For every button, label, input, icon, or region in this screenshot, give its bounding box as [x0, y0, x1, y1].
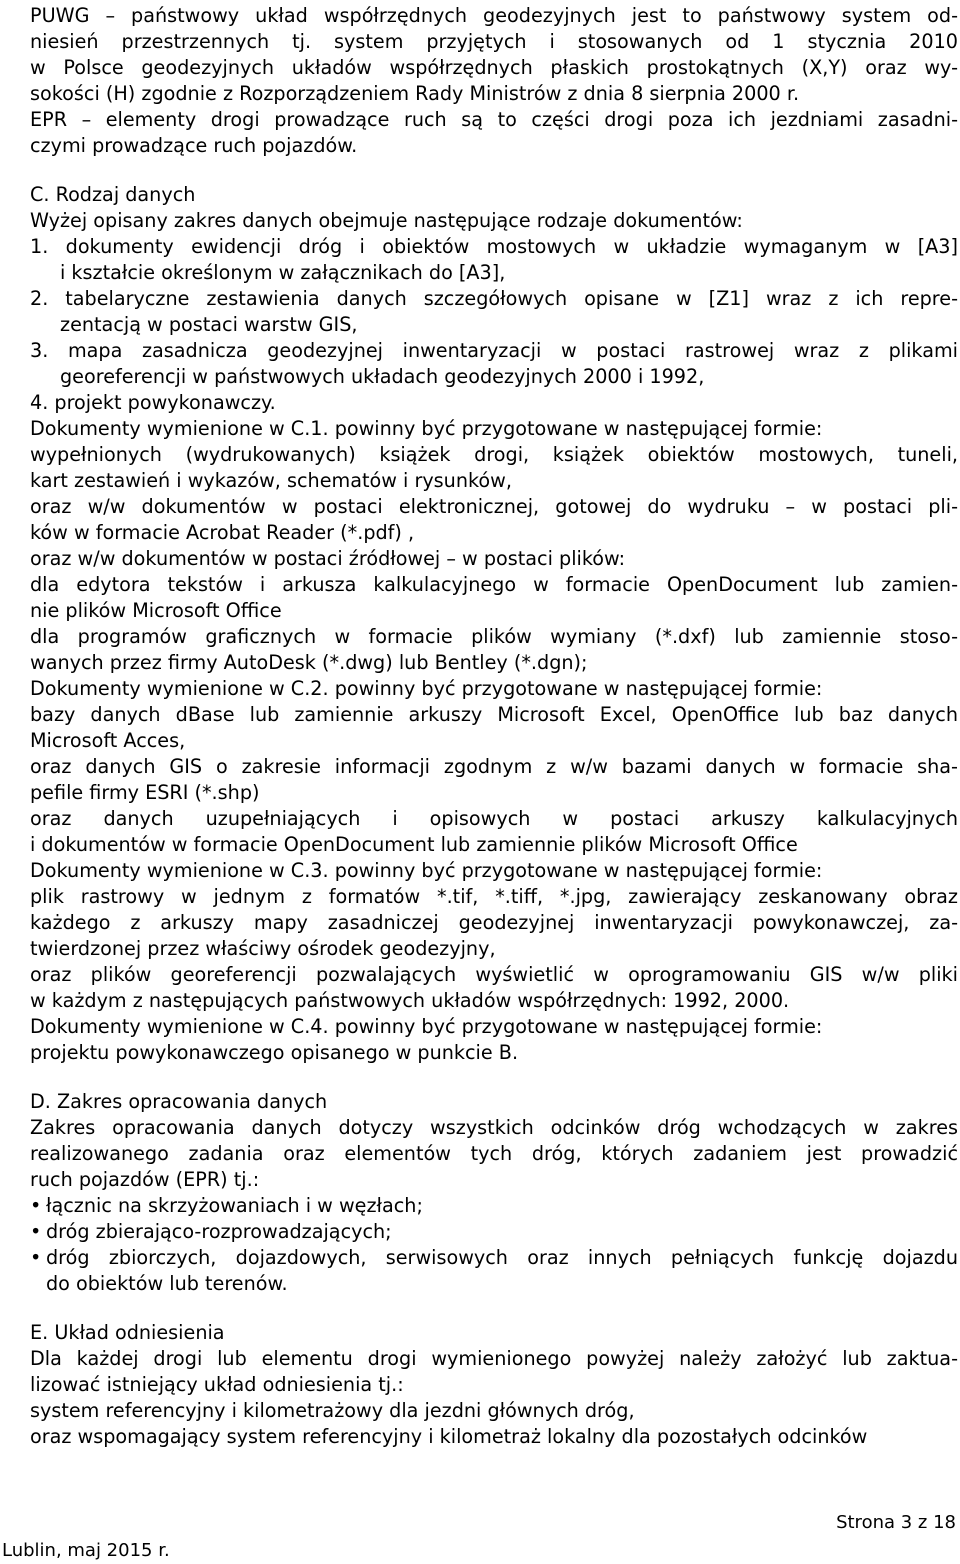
- text-line: realizowanego zadania oraz elementów tych dróg, których zadaniem jest prowadzić: [30, 1142, 958, 1165]
- text-line: twierdzonej przez właściwy ośrodek geodezyjny,: [30, 937, 496, 960]
- bullet-item: łącznic na skrzyżowaniach i w węzłach;: [46, 1194, 423, 1217]
- list-item: 1. dokumenty ewidencji dróg i obiektów mostowych w układzie wymaganym w [A3]: [30, 235, 958, 258]
- text-line: i dokumentów w formacie OpenDocument lub zamiennie plików Microsoft Office: [30, 833, 798, 856]
- text-line: Dla każdej drogi lub elementu drogi wymienionego powyżej należy założyć lub zaktua-: [30, 1347, 958, 1370]
- text-line: sokości (H) zgodnie z Rozporządzeniem Rady Ministrów z dnia 8 sierpnia 2000 r.: [30, 82, 800, 105]
- text-line: dla edytora tekstów i arkusza kalkulacyjnego w formacie OpenDocument lub zamien-: [30, 573, 958, 596]
- text-line: ruch pojazdów (EPR) tj.:: [30, 1168, 260, 1191]
- text-line: czymi prowadzące ruch pojazdów.: [30, 134, 358, 157]
- text-line: wanych przez firmy AutoDesk (*.dwg) lub Bentley (*.dgn);: [30, 651, 588, 674]
- text-line: niesień przestrzennych tj. system przyjętych i stosowanych od 1 stycznia 2010: [30, 30, 958, 53]
- text-line: Dokumenty wymienione w C.2. powinny być przygotowane w następującej formie:: [30, 677, 823, 700]
- text-line: PUWG – państwowy układ współrzędnych geodezyjnych jest to państwowy system od-: [30, 4, 958, 27]
- list-item-continuation: i kształcie określonym w załącznikach do [A3],: [60, 261, 506, 284]
- text-line: Dokumenty wymienione w C.4. powinny być przygotowane w następującej formie:: [30, 1015, 823, 1038]
- text-line: wypełnionych (wydrukowanych) książek drogi, książek obiektów mostowych, tuneli,: [30, 443, 958, 466]
- page-number: Strona 3 z 18: [836, 1512, 956, 1533]
- text-line: Microsoft Acces,: [30, 729, 186, 752]
- bullet-item: dróg zbiorczych, dojazdowych, serwisowych oraz innych pełniących funkcję dojazdu: [46, 1246, 958, 1269]
- text-line: oraz w/w dokumentów w postaci źródłowej – w postaci plików:: [30, 547, 626, 570]
- list-item-continuation: zentacją w postaci warstw GIS,: [60, 313, 358, 336]
- section-heading-d: D. Zakres opracowania danych: [30, 1090, 328, 1113]
- list-item: 3. mapa zasadnicza geodezyjnej inwentaryzacji w postaci rastrowej wraz z plikami: [30, 339, 958, 362]
- bullet-icon: •: [30, 1194, 42, 1217]
- text-line: oraz wspomagający system referencyjny i kilometraż lokalny dla pozostałych odcinków: [30, 1425, 868, 1448]
- text-line: plik rastrowy w jednym z formatów *.tif, *.tiff, *.jpg, zawierający zeskanowany obraz: [30, 885, 958, 908]
- text-line: każdego z arkuszy mapy zasadniczej geodezyjnej inwentaryzacji powykonawczej, za-: [30, 911, 958, 934]
- text-line: oraz plików georeferencji pozwalających wyświetlić w oprogramowaniu GIS w/w pliki: [30, 963, 958, 986]
- text-line: w każdym z następujących państwowych układów współrzędnych: 1992, 2000.: [30, 989, 790, 1012]
- list-item-continuation: georeferencji w państwowych układach geodezyjnych 2000 i 1992,: [60, 365, 705, 388]
- text-line: w Polsce geodezyjnych układów współrzędnych płaskich prostokątnych (X,Y) oraz wy-: [30, 56, 958, 79]
- bullet-icon: •: [30, 1246, 42, 1269]
- text-line: EPR – elementy drogi prowadzące ruch są to części drogi poza ich jezdniami zasadni-: [30, 108, 958, 131]
- text-line: lizować istniejący układ odniesienia tj.:: [30, 1373, 404, 1396]
- text-line: pefile firmy ESRI (*.shp): [30, 781, 260, 804]
- text-line: Wyżej opisany zakres danych obejmuje następujące rodzaje dokumentów:: [30, 209, 743, 232]
- footer-place-date: Lublin, maj 2015 r.: [2, 1540, 170, 1561]
- text-line: oraz danych GIS o zakresie informacji zgodnym z w/w bazami danych w formacie sha-: [30, 755, 958, 778]
- text-line: Dokumenty wymienione w C.1. powinny być przygotowane w następującej formie:: [30, 417, 823, 440]
- section-heading-e: E. Układ odniesienia: [30, 1321, 225, 1344]
- text-line: system referencyjny i kilometrażowy dla jezdni głównych dróg,: [30, 1399, 635, 1422]
- bullet-item: dróg zbierająco-rozprowadzających;: [46, 1220, 392, 1243]
- list-item: 4. projekt powykonawczy.: [30, 391, 276, 414]
- text-line: nie plików Microsoft Office: [30, 599, 282, 622]
- bullet-icon: •: [30, 1220, 42, 1243]
- text-line: oraz w/w dokumentów w postaci elektronicznej, gotowej do wydruku – w postaci pli-: [30, 495, 958, 518]
- text-line: kart zestawień i wykazów, schematów i rysunków,: [30, 469, 512, 492]
- section-heading-c: C. Rodzaj danych: [30, 183, 196, 206]
- text-line: ków w formacie Acrobat Reader (*.pdf) ,: [30, 521, 415, 544]
- bullet-item-continuation: do obiektów lub terenów.: [46, 1272, 288, 1295]
- text-line: dla programów graficznych w formacie plików wymiany (*.dxf) lub zamiennie stoso-: [30, 625, 958, 648]
- list-item: 2. tabelaryczne zestawienia danych szczegółowych opisane w [Z1] wraz z ich repre-: [30, 287, 958, 310]
- text-line: Dokumenty wymienione w C.3. powinny być przygotowane w następującej formie:: [30, 859, 823, 882]
- text-line: bazy danych dBase lub zamiennie arkuszy Microsoft Excel, OpenOffice lub baz danych: [30, 703, 958, 726]
- text-line: oraz danych uzupełniających i opisowych w postaci arkuszy kalkulacyjnych: [30, 807, 958, 830]
- text-line: Zakres opracowania danych dotyczy wszystkich odcinków dróg wchodzących w zakres: [30, 1116, 958, 1139]
- text-line: projektu powykonawczego opisanego w punkcie B.: [30, 1041, 519, 1064]
